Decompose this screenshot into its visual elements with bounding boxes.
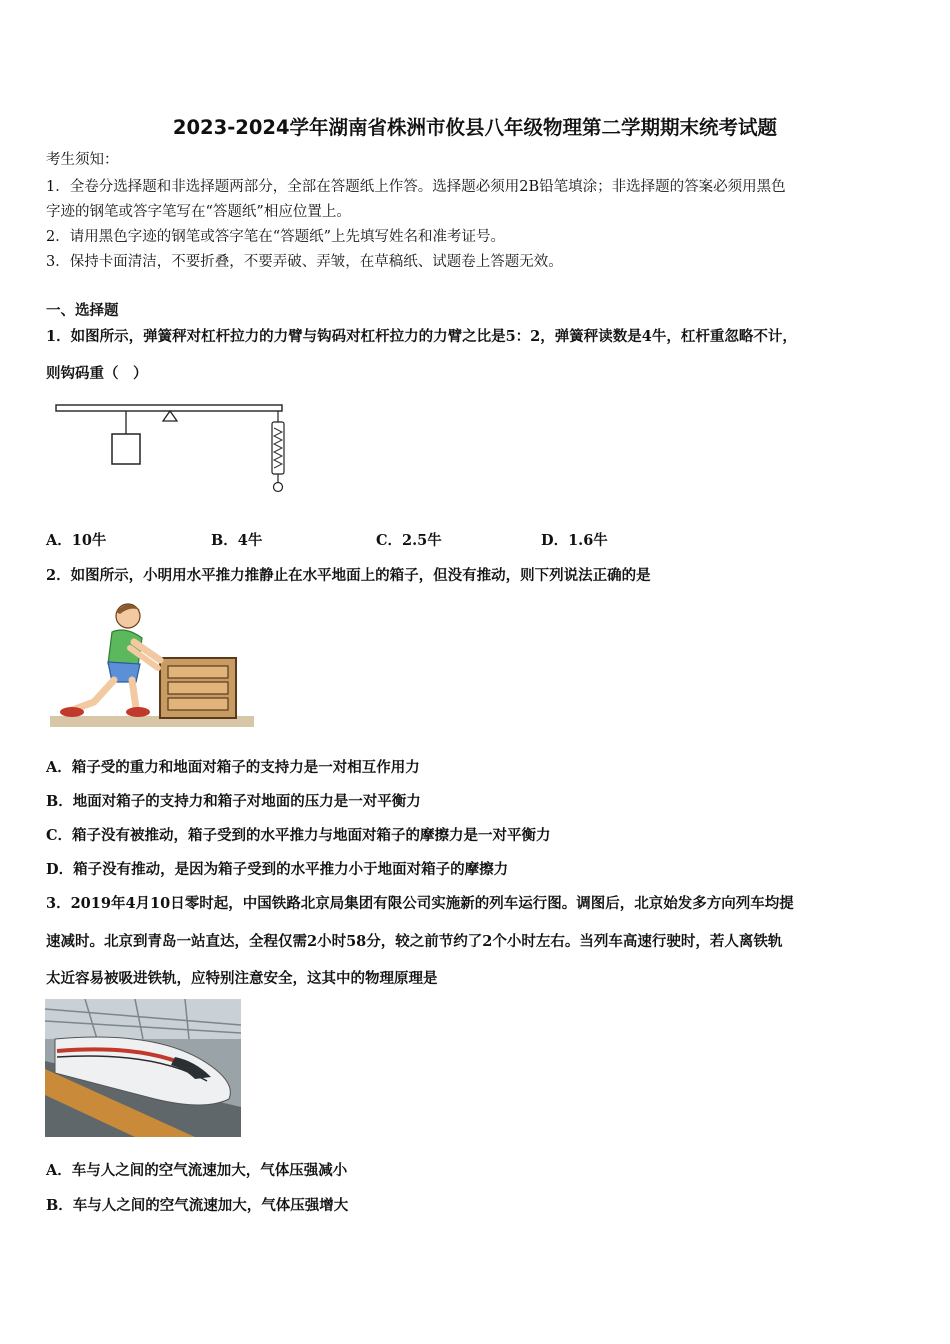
section-heading: 一、选择题: [46, 302, 119, 319]
lever-figure: [50, 396, 290, 500]
q1-option-b: B．4牛: [211, 532, 263, 549]
notice-item-1-line-2: 字迹的钢笔或答字笔写在“答题纸”相应位置上。: [46, 204, 351, 220]
notice-item-2: 2．请用黑色字迹的钢笔或答字笔在“答题纸”上先填写姓名和准考证号。: [46, 229, 506, 245]
q3-stem-line-2: 速减时。北京到青岛一站直达，全程仅需2小时58分，较之前节约了2个小时左右。当列车高速行驶时，若人离铁轨: [46, 933, 783, 950]
boy-pushing-box-figure: [50, 598, 254, 730]
q3-option-b: B．车与人之间的空气流速加大，气体压强增大: [46, 1197, 349, 1214]
notice-item-3: 3．保持卡面清洁，不要折叠，不要弄破、弄皱，在草稿纸、试题卷上答题无效。: [46, 254, 563, 270]
q2-option-d: D．箱子没有推动，是因为箱子受到的水平推力小于地面对箱子的摩擦力: [46, 861, 509, 878]
q2-stem: 2．如图所示，小明用水平推力推静止在水平地面上的箱子，但没有推动，则下列说法正确的是: [46, 567, 651, 584]
q1-stem-line-1: 1．如图所示，弹簧秤对杠杆拉力的力臂与钩码对杠杆拉力的力臂之比是5：2，弹簧秤读数是4牛，杠杆重忽略不计，: [46, 328, 797, 345]
notice-item-1-line-1: 1．全卷分选择题和非选择题两部分，全部在答题纸上作答。选择题必须用2B铅笔填涂；非选择题的答案必须用黑色: [46, 179, 786, 195]
notice-heading: 考生须知：: [46, 152, 119, 168]
q2-option-a: A．箱子受的重力和地面对箱子的支持力是一对相互作用力: [46, 759, 420, 776]
page-title: 2023-2024学年湖南省株洲市攸县八年级物理第二学期期末统考试题: [172, 116, 778, 139]
q3-option-a: A．车与人之间的空气流速加大，气体压强减小: [46, 1162, 348, 1179]
q3-stem-line-3: 太近容易被吸进铁轨，应特别注意安全，这其中的物理原理是: [46, 970, 438, 987]
q1-option-c: C．2.5牛: [376, 532, 442, 549]
q2-option-b: B．地面对箱子的支持力和箱子对地面的压力是一对平衡力: [46, 793, 421, 810]
high-speed-train-photo: [45, 999, 241, 1137]
q3-stem-line-1: 3．2019年4月10日零时起，中国铁路北京局集团有限公司实施新的列车运行图。调图后，北京始发多方向列车均提: [46, 895, 794, 912]
q2-option-c: C．箱子没有被推动，箱子受到的水平推力与地面对箱子的摩擦力是一对平衡力: [46, 827, 551, 844]
q1-stem-line-2: 则钩码重（ ）: [46, 365, 148, 382]
q1-option-a: A．10牛: [46, 532, 107, 549]
q1-option-d: D．1.6牛: [541, 532, 608, 549]
